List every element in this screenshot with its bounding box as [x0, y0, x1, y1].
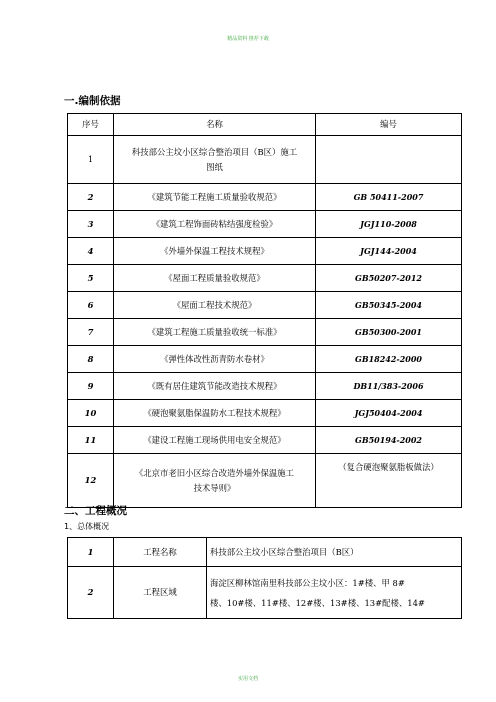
row-number: 10	[68, 400, 114, 427]
row-name: 《屋面工程质量验收规范》	[114, 265, 316, 292]
row-name: 《建设工程施工现场供用电安全规范》	[114, 427, 316, 454]
table-row	[68, 184, 462, 211]
row-code: GB50300-2001	[316, 319, 462, 346]
row-number: 4	[68, 238, 114, 265]
row-number: 2	[68, 184, 114, 211]
row-label: 工程区域	[114, 567, 207, 619]
row-number: 3	[68, 211, 114, 238]
row-name: 《建筑工程饰面砖粘结强度检验》	[114, 211, 316, 238]
row-name-line: 《北京市老旧小区综合改造外墙外保温施工	[134, 467, 295, 478]
row-code: GB50207-2012	[316, 265, 462, 292]
row-value	[207, 567, 462, 619]
row-number: 7	[68, 319, 114, 346]
row-code: JGJ144-2004	[316, 238, 462, 265]
table-row	[68, 238, 462, 265]
row-number: 8	[68, 346, 114, 373]
table-row	[68, 346, 462, 373]
row-name	[114, 454, 316, 508]
row-code: GB 50411-2007	[316, 184, 462, 211]
table-row	[68, 567, 462, 619]
row-number: 1	[68, 538, 114, 567]
table-row	[68, 538, 462, 567]
row-value-line: 海淀区柳林馆南里科技部公主坟小区：1#楼、甲 8#	[210, 577, 405, 588]
row-number: 2	[68, 567, 114, 619]
column-header: 编号	[316, 114, 462, 136]
row-name: 《建筑节能工程施工质量验收规范》	[114, 184, 316, 211]
row-value: 科技部公主坟小区综合整治项目（B区）	[207, 538, 462, 567]
row-name	[114, 136, 316, 184]
row-name: 《屋面工程技术规范》	[114, 292, 316, 319]
table-row	[68, 454, 462, 508]
table-row	[68, 136, 462, 184]
row-number: 5	[68, 265, 114, 292]
row-name-line: 图纸	[206, 161, 223, 172]
row-name: 《既有居住建筑节能改造技术规程》	[114, 373, 316, 400]
row-label: 工程名称	[114, 538, 207, 567]
column-header: 名称	[114, 114, 316, 136]
table-row	[68, 373, 462, 400]
table-row	[68, 427, 462, 454]
row-code: GB50194-2002	[316, 427, 462, 454]
row-number: 12	[68, 454, 114, 508]
section-heading-overview: 二、工程概况	[64, 505, 127, 517]
row-name: 《弹性体改性沥青防水卷材》	[114, 346, 316, 373]
basis-table	[67, 113, 462, 508]
row-number: 1	[68, 136, 114, 184]
row-number: 9	[68, 373, 114, 400]
table-row	[68, 265, 462, 292]
section-heading-basis: 一.编制依据	[64, 95, 121, 107]
subheading-general: 1、总体概况	[64, 522, 110, 531]
row-name-line: 技术导则》	[193, 482, 236, 493]
table-row	[68, 211, 462, 238]
row-code: GB18242-2000	[316, 346, 462, 373]
row-code: GB50345-2004	[316, 292, 462, 319]
table-row	[68, 400, 462, 427]
row-code: JGJ110-2008	[316, 211, 462, 238]
row-code: （复合硬泡聚氨脂板做法）	[316, 454, 462, 508]
row-number: 11	[68, 427, 114, 454]
table-row	[68, 319, 462, 346]
row-number: 6	[68, 292, 114, 319]
overview-table	[67, 537, 462, 619]
header-note: 精品资料 推荐下载	[227, 36, 269, 42]
row-name: 《硬泡聚氨脂保温防水工程技术规程》	[114, 400, 316, 427]
footer-note: 实用文档	[237, 676, 258, 682]
column-header: 序号	[68, 114, 114, 136]
row-name-line: 科技部公主坟小区综合整治项目（B区）施工	[131, 146, 298, 157]
row-code: JGJ50404-2004	[316, 400, 462, 427]
row-name: 《外墙外保温工程技术规程》	[114, 238, 316, 265]
row-name: 《建筑工程施工质量验收统一标准》	[114, 319, 316, 346]
row-value-line: 楼、10#楼、11#楼、12#楼、13#楼、13#配楼、14#	[210, 597, 425, 608]
table-header-row	[68, 114, 462, 136]
table-row	[68, 292, 462, 319]
row-code: DB11/383-2006	[316, 373, 462, 400]
row-code	[316, 136, 462, 184]
